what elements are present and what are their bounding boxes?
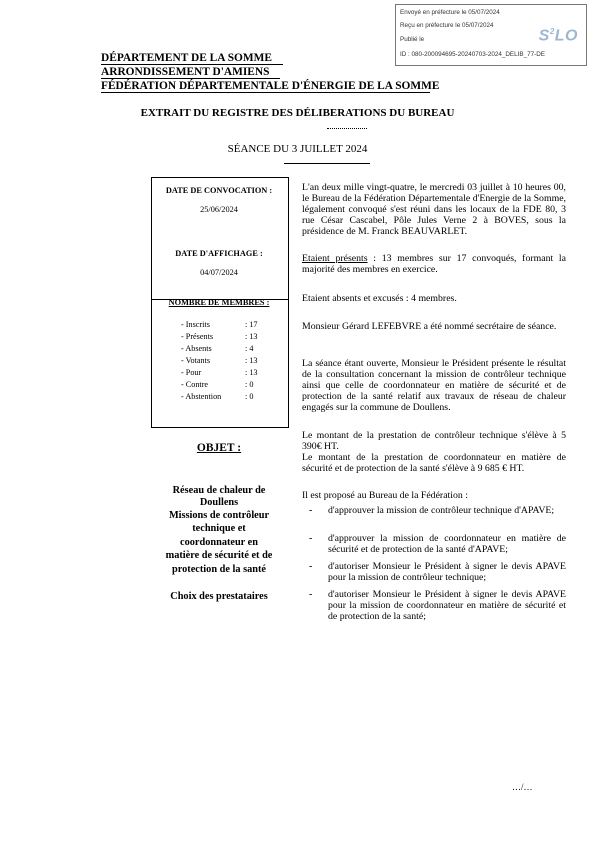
membres-label: NOMBRE DE MEMBRES : — [168, 298, 270, 307]
header-underline-1 — [101, 64, 283, 65]
affichage-label: DATE D'AFFICHAGE : — [175, 249, 263, 258]
proposal-intro: Il est proposé au Bureau de la Fédération : — [302, 490, 468, 501]
bullet-dash: - — [309, 533, 313, 544]
stamp-received-line: Reçu en préfecture le 05/07/2024 — [400, 22, 494, 29]
member-row-value: : 4 — [245, 344, 254, 353]
title-separator — [327, 128, 367, 129]
member-row-value: : 13 — [245, 332, 258, 341]
paragraph-presents — [302, 253, 566, 275]
amount-controleur: Le montant de la prestation de contrôleur technique s'élève à 5 390€ HT. — [302, 430, 566, 452]
member-row-label: - Abstention — [181, 392, 222, 401]
seance-date: SÉANCE DU 3 JUILLET 2024 — [227, 143, 368, 155]
header-federation: FÉDÉRATION DÉPARTEMENTALE D'ÉNERGIE DE LA SOMME — [101, 80, 440, 92]
member-row-value: : 17 — [245, 320, 258, 329]
objet-line: coordonnateur en — [180, 537, 258, 548]
stamp-id-line: ID : 080-200094695-20240703-2024_DELIB_77-DE — [400, 51, 545, 58]
member-row-value: : 0 — [245, 380, 254, 389]
objet-line: technique et — [192, 523, 246, 534]
s2lo-logo: $S^2LO$ — [538, 27, 578, 45]
absents-text: Etaient absents et excusés : 4 membres. — [302, 293, 457, 304]
presentation-text: La séance étant ouverte, Monsieur le Président présente le résultat de la consultation concernant la mission de contrôleur technique ainsi que celle de coordonnateur en matière de sécurité et de protection de la santé relatif aux travaux de réseau de chaleur engagés sur la commune de Doullens. — [302, 358, 566, 413]
proposal-item: d'approuver la mission de contrôleur technique d'APAVE; — [328, 505, 555, 516]
amount-coordonnateur: Le montant de la prestation de coordonnateur en matière de sécurité et de protection de la santé s'élève à 9 685 € HT. — [302, 452, 566, 474]
dates-box — [151, 177, 289, 300]
bullet-dash: - — [309, 505, 313, 516]
member-row-label: - Pour — [181, 368, 202, 377]
document-title: EXTRAIT DU REGISTRE DES DÉLIBERATIONS DU BUREAU — [140, 107, 455, 119]
prefecture-stamp — [395, 4, 587, 66]
bullet-dash: - — [309, 561, 313, 572]
convocation-date: 25/06/2024 — [200, 205, 238, 214]
proposal-item: d'autoriser Monsieur le Président à signer le devis APAVE pour la mission de coordonnateur en matière de sécurité et de protection de la santé; — [328, 589, 566, 622]
members-box — [151, 297, 289, 428]
objet-line: Missions de contrôleur — [168, 510, 270, 521]
objet-heading: OBJET : — [196, 442, 242, 454]
paragraph-proposal — [302, 490, 566, 501]
continuation-mark: …/… — [512, 782, 533, 792]
seance-separator — [284, 163, 370, 164]
member-row-label: - Contre — [181, 380, 209, 389]
paragraph-amounts — [302, 430, 566, 474]
proposal-item: d'autoriser Monsieur le Président à signer le devis APAVE pour la mission de contrôleur technique; — [328, 561, 566, 583]
objet-line: protection de la santé — [172, 564, 266, 575]
objet-line: matière de sécurité et de — [165, 550, 273, 561]
objet-line: Réseau de chaleur de — [172, 485, 266, 496]
member-row-value: : 0 — [245, 392, 254, 401]
paragraph-absents — [302, 293, 566, 304]
presents-text: : 13 membres sur 17 convoqués, formant la majorité des membres en exercice. — [302, 253, 566, 275]
header-underline-3 — [101, 92, 430, 93]
header-department: DÉPARTEMENT DE LA SOMME — [101, 52, 273, 64]
bullet-dash: - — [309, 589, 313, 600]
proposal-item: d'approuver la mission de coordonnateur en matière de sécurité et de protection de la santé d'APAVE; — [328, 533, 566, 555]
member-row-value: : 13 — [245, 368, 258, 377]
objet-choix: Choix des prestataires — [170, 591, 268, 602]
member-row-value: : 13 — [245, 356, 258, 365]
member-row-label: - Inscrits — [181, 320, 210, 329]
stamp-published-line: Publié le — [400, 36, 425, 43]
convocation-label: DATE DE CONVOCATION : — [165, 186, 273, 195]
header-underline-2 — [101, 78, 280, 79]
stamp-sent-line: Envoyé en préfecture le 05/07/2024 — [400, 9, 500, 16]
opening-text: L'an deux mille vingt-quatre, le mercredi 03 juillet à 10 heures 00, le Bureau de la Fédération Départementale d'Energie de la Somme, légalement convoqué s'est réuni dans les locaux de la FDE 80, 3 rue César Cascabel, Pôle Jules Verne 2 à BOVES, sous la présidence de M. Franck BEAUVARLET. — [302, 182, 566, 237]
secretary-text: Monsieur Gérard LEFEBVRE a été nommé secrétaire de séance. — [302, 321, 557, 332]
objet-line: Doullens — [199, 497, 239, 508]
paragraph-secretary — [302, 321, 566, 332]
member-row-label: - Présents — [181, 332, 214, 341]
presents-label: Etaient présents — [302, 253, 368, 264]
affichage-date: 04/07/2024 — [200, 268, 238, 277]
member-row-label: - Absents — [181, 344, 212, 353]
header-arrondissement: ARRONDISSEMENT D'AMIENS — [101, 66, 270, 78]
member-row-label: - Votants — [181, 356, 211, 365]
paragraph-opening — [302, 182, 566, 237]
paragraph-presentation — [302, 358, 566, 413]
